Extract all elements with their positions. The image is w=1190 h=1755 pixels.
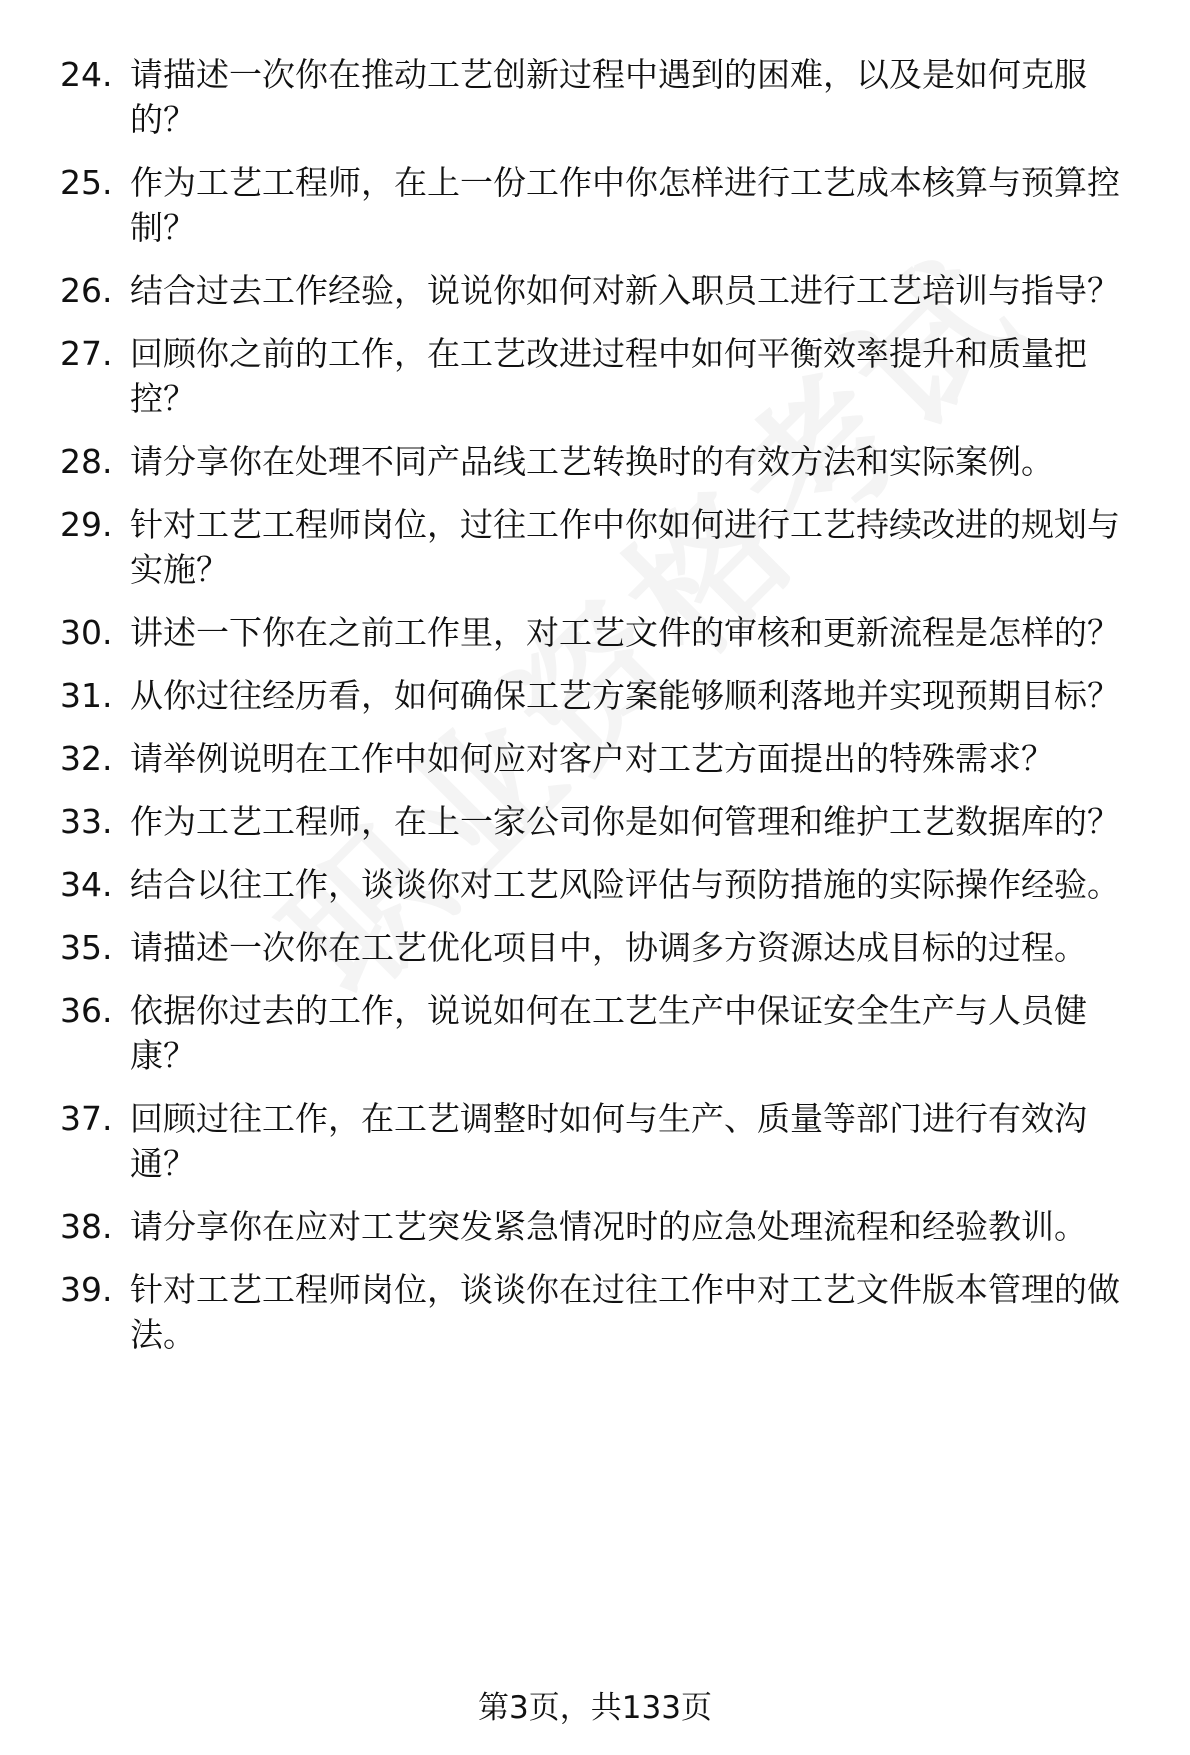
- question-text: 请描述一次你在工艺优化项目中，协调多方资源达成目标的过程。: [130, 928, 1087, 967]
- question-text: 作为工艺工程师，在上一家公司你是如何管理和维护工艺数据库的？: [130, 802, 1120, 841]
- list-item: [0, 268, 1190, 313]
- question-number: 27.: [60, 334, 113, 373]
- question-number: 32.: [60, 739, 113, 778]
- question-number: 28.: [60, 442, 113, 481]
- question-text: 结合过去工作经验，说说你如何对新入职员工进行工艺培训与指导？: [130, 271, 1120, 310]
- list-item: [0, 439, 1190, 484]
- list-item: [0, 331, 1190, 421]
- list-item: [0, 736, 1190, 781]
- question-number: 36.: [60, 991, 113, 1030]
- question-number: 24.: [60, 55, 113, 94]
- list-item: [0, 988, 1190, 1078]
- question-number: 39.: [60, 1270, 113, 1309]
- list-item: [0, 862, 1190, 907]
- question-text: 请分享你在应对工艺突发紧急情况时的应急处理流程和经验教训。: [130, 1207, 1087, 1246]
- question-text: 回顾过往工作，在工艺调整时如何与生产、质量等部门进行有效沟通？: [130, 1099, 1087, 1183]
- question-number: 31.: [60, 676, 113, 715]
- question-text: 请分享你在处理不同产品线工艺转换时的有效方法和实际案例。: [130, 442, 1054, 481]
- list-item: [0, 1096, 1190, 1186]
- question-number: 25.: [60, 163, 113, 202]
- list-item: [0, 160, 1190, 250]
- list-item: [0, 52, 1190, 142]
- question-text: 针对工艺工程师岗位，谈谈你在过往工作中对工艺文件版本管理的做法。: [130, 1270, 1120, 1354]
- list-item: [0, 610, 1190, 655]
- question-number: 26.: [60, 271, 113, 310]
- list-item: [0, 673, 1190, 718]
- question-text: 针对工艺工程师岗位，过往工作中你如何进行工艺持续改进的规划与实施？: [130, 505, 1120, 589]
- question-text: 回顾你之前的工作，在工艺改进过程中如何平衡效率提升和质量把控？: [130, 334, 1087, 418]
- question-text: 从你过往经历看，如何确保工艺方案能够顺利落地并实现预期目标？: [130, 676, 1120, 715]
- question-text: 讲述一下你在之前工作里，对工艺文件的审核和更新流程是怎样的？: [130, 613, 1120, 652]
- question-list: [0, 52, 1190, 1375]
- question-number: 38.: [60, 1207, 113, 1246]
- question-number: 29.: [60, 505, 113, 544]
- question-text: 作为工艺工程师，在上一份工作中你怎样进行工艺成本核算与预算控制？: [130, 163, 1120, 247]
- question-number: 30.: [60, 613, 113, 652]
- question-text: 请举例说明在工作中如何应对客户对工艺方面提出的特殊需求？: [130, 739, 1054, 778]
- question-text: 结合以往工作，谈谈你对工艺风险评估与预防措施的实际操作经验。: [130, 865, 1120, 904]
- question-number: 35.: [60, 928, 113, 967]
- question-number: 37.: [60, 1099, 113, 1138]
- page-number-label: 第3页，共133页: [478, 1690, 712, 1726]
- question-text: 依据你过去的工作，说说如何在工艺生产中保证安全生产与人员健康？: [130, 991, 1087, 1075]
- question-number: 33.: [60, 802, 113, 841]
- list-item: [0, 925, 1190, 970]
- list-item: [0, 502, 1190, 592]
- list-item: [0, 799, 1190, 844]
- question-number: 34.: [60, 865, 113, 904]
- question-text: 请描述一次你在推动工艺创新过程中遇到的困难，以及是如何克服的？: [130, 55, 1087, 139]
- list-item: [0, 1267, 1190, 1357]
- list-item: [0, 1204, 1190, 1249]
- page-footer: [0, 1688, 1190, 1728]
